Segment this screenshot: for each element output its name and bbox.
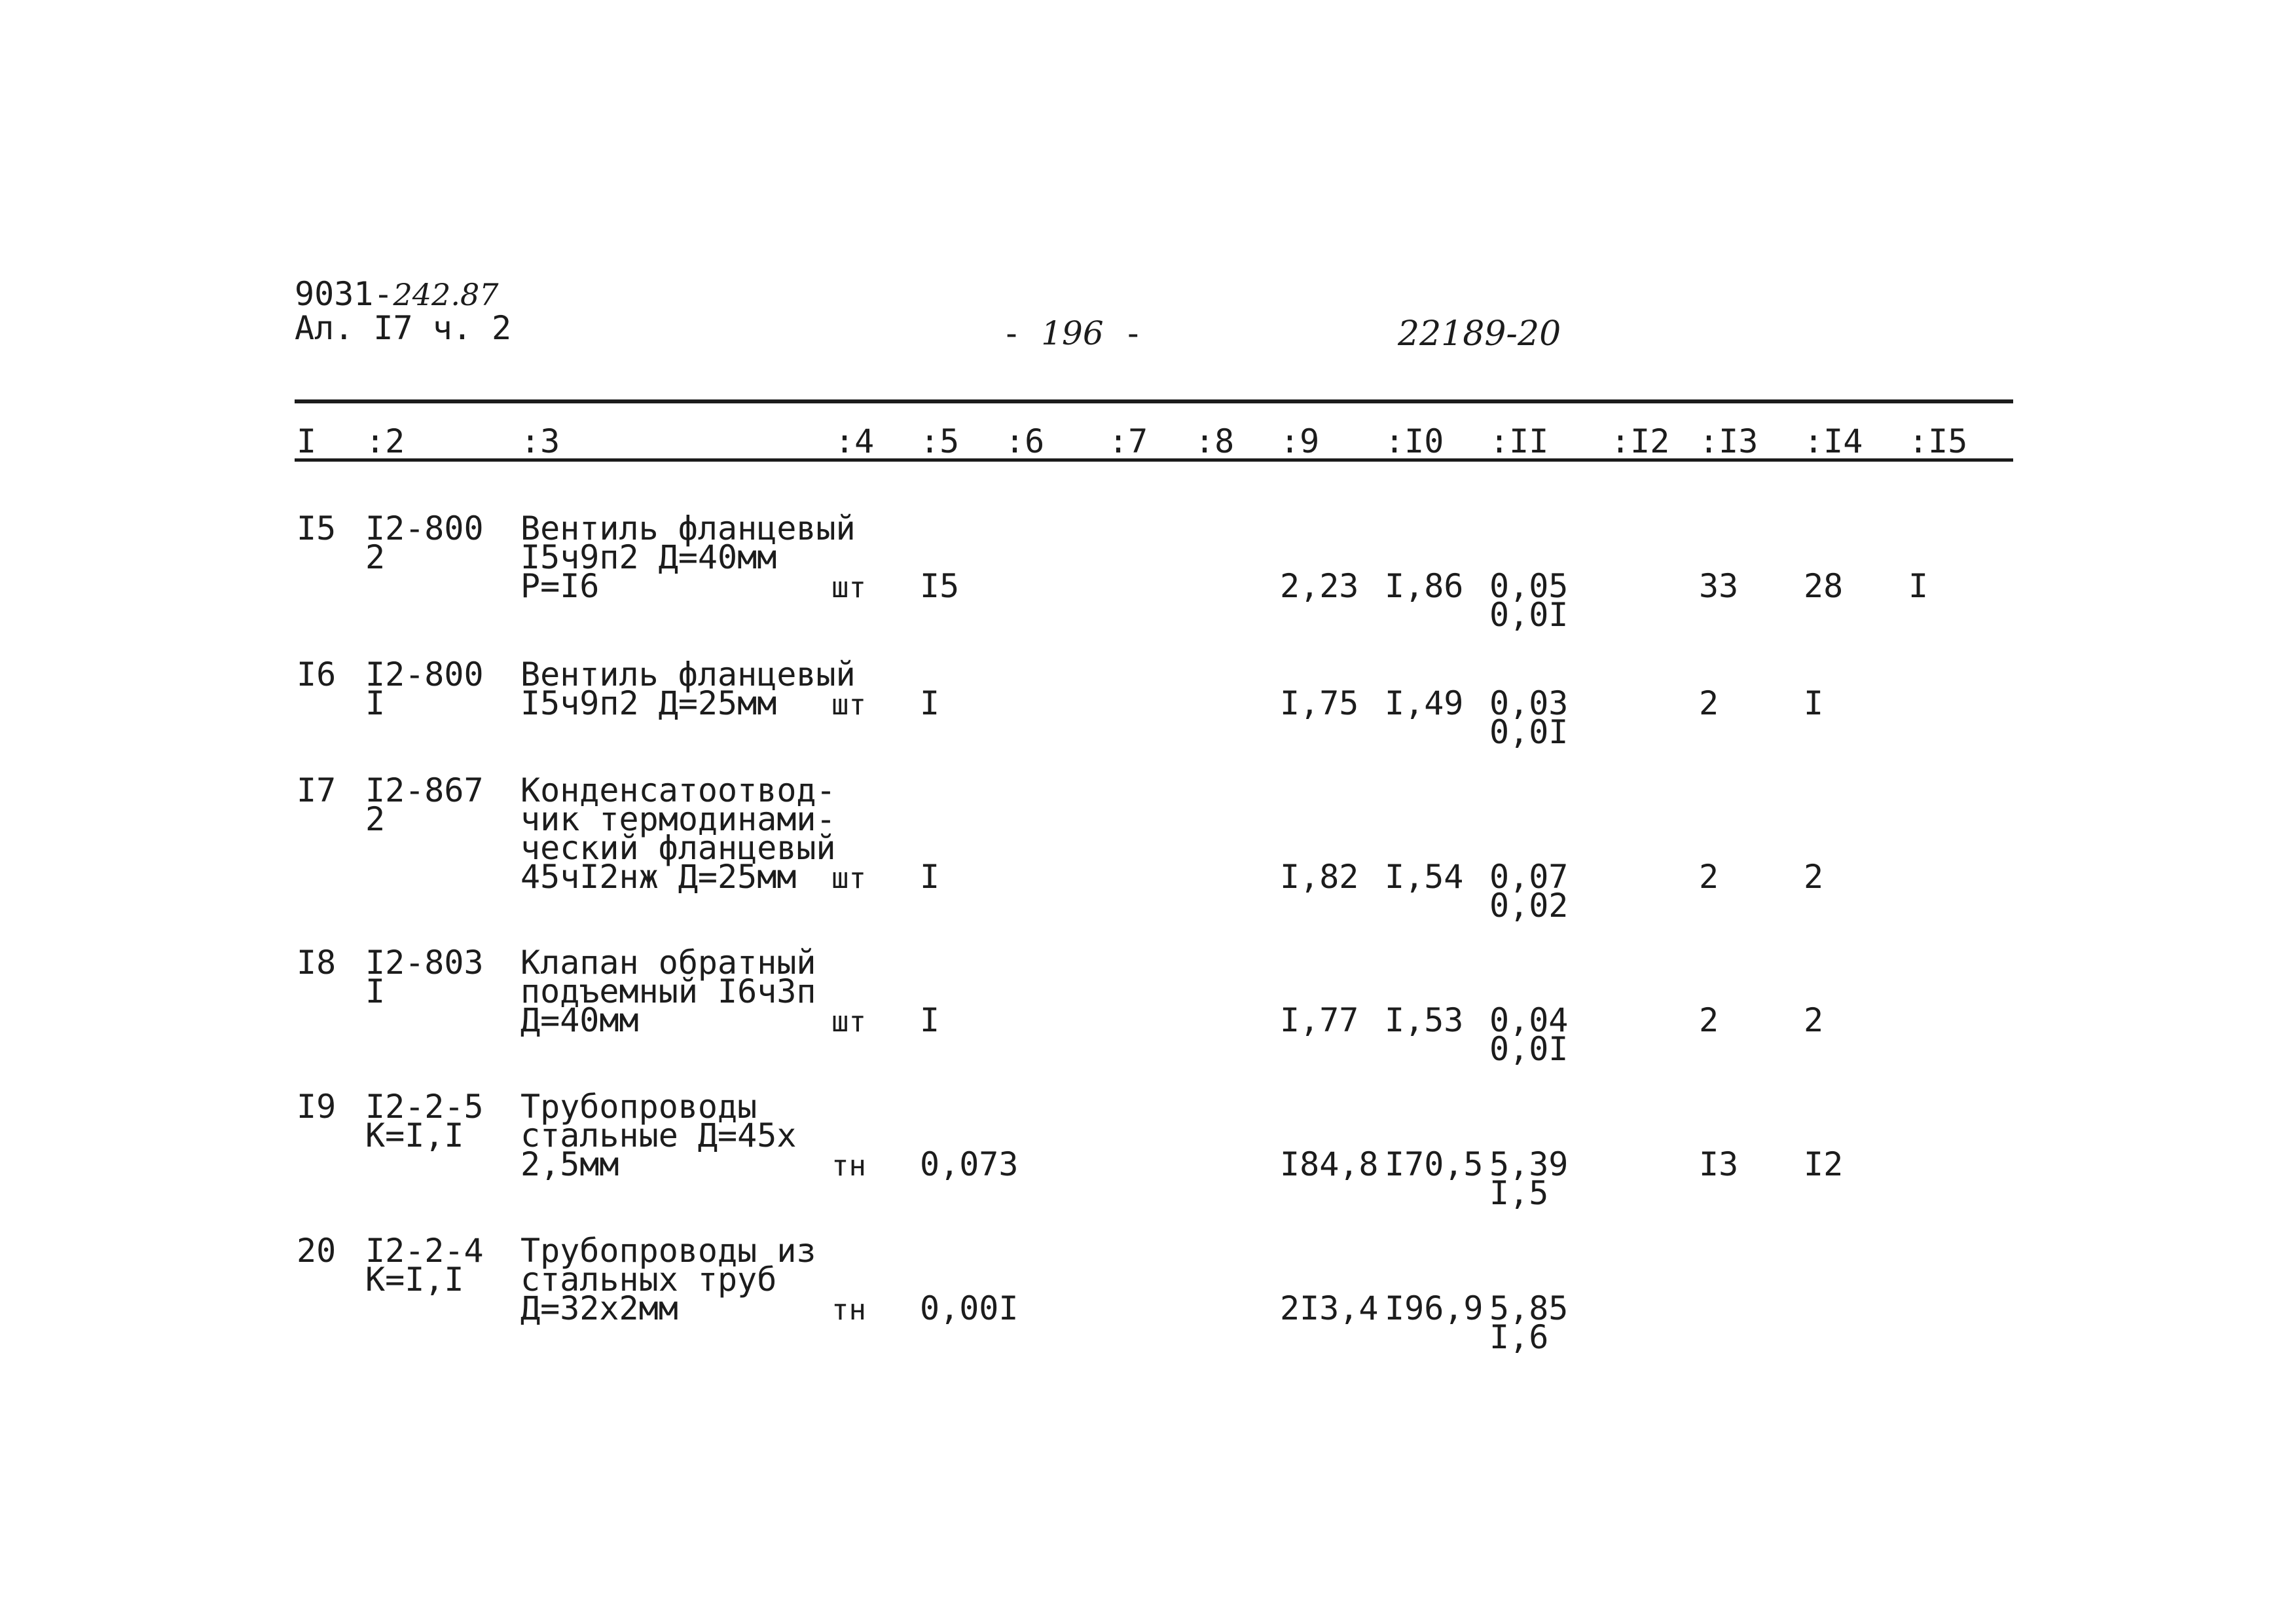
column-header-14: :I4	[1804, 422, 1863, 460]
value-col14: 2	[1804, 858, 1824, 896]
value-col11-bottom: 0,0I	[1489, 1030, 1569, 1068]
unit: шт	[831, 1005, 866, 1039]
value-col14: 28	[1804, 567, 1844, 605]
quantity: I	[920, 858, 940, 896]
description-line2: I5ч9п2 Д=40мм	[520, 538, 777, 576]
value-col10: I,86	[1385, 567, 1464, 605]
row-number: I8	[297, 944, 337, 982]
page-dash-right: -	[1123, 314, 1143, 352]
description-line3: 2,5мм	[520, 1145, 619, 1183]
column-header-6: :6	[1005, 422, 1045, 460]
description-line2: I5ч9п2 Д=25мм	[520, 684, 777, 722]
quantity: I	[920, 1001, 940, 1039]
price-code-line1: I2-867	[365, 771, 484, 809]
quantity: 0,073	[920, 1145, 1019, 1183]
column-header-11: :II	[1489, 422, 1549, 460]
column-header-12: :I2	[1611, 422, 1670, 460]
page-number	[1002, 314, 1143, 352]
value-col15: I	[1908, 567, 1929, 605]
quantity: I5	[920, 567, 960, 605]
price-code-line2: К=I,I	[365, 1116, 464, 1154]
description-line1: Конденсатоотвод-	[520, 771, 836, 809]
quantity: I	[920, 684, 940, 722]
value-col14: 2	[1804, 1001, 1824, 1039]
value-col11-bottom: I,6	[1489, 1318, 1549, 1356]
value-col11-bottom: 0,0I	[1489, 713, 1569, 751]
column-header-1: I	[297, 422, 317, 460]
unit: тн	[831, 1149, 866, 1183]
column-header-2: :2	[365, 422, 405, 460]
document-code-handwritten: 242.87	[393, 277, 499, 312]
value-col9: 2I3,4	[1280, 1289, 1379, 1327]
description-line1: Трубопроводы из	[520, 1232, 816, 1270]
value-col14: I	[1804, 684, 1824, 722]
description-line2: стальных труб	[520, 1261, 777, 1299]
value-col11-bottom: I,5	[1489, 1174, 1549, 1212]
row-number: I5	[297, 509, 337, 547]
price-code-line2: 2	[365, 800, 386, 838]
price-code-line1: I2-803	[365, 944, 484, 982]
value-col13: 33	[1699, 567, 1739, 605]
page-dash-left: -	[1002, 314, 1022, 352]
value-col9: I,82	[1280, 858, 1359, 896]
column-header-3: :3	[520, 422, 560, 460]
row-number: I7	[297, 771, 337, 809]
description-line3: Д=32х2мм	[520, 1289, 678, 1327]
price-code-line1: I2-2-4	[365, 1232, 484, 1270]
column-header-10: :I0	[1385, 422, 1444, 460]
row-number: I9	[297, 1088, 337, 1126]
price-code-line1: I2-800	[365, 655, 484, 693]
page-number-value: 196	[1041, 314, 1104, 352]
value-col13: I3	[1699, 1145, 1739, 1183]
description-line2: подъемный I6ч3п	[520, 972, 816, 1010]
description-line2: стальные Д=45х	[520, 1116, 797, 1154]
description-line3: Д=40мм	[520, 1001, 639, 1039]
unit: шт	[831, 688, 866, 722]
unit: шт	[831, 862, 866, 895]
value-col11-top: 0,05	[1489, 567, 1569, 605]
quantity: 0,00I	[920, 1289, 1019, 1327]
value-col13: 2	[1699, 858, 1719, 896]
value-col9: 2,23	[1280, 567, 1359, 605]
description-line4: 45чI2нж Д=25мм	[520, 858, 797, 896]
price-code-line1: I2-2-5	[365, 1088, 484, 1126]
document-code-typed: 9031-	[295, 275, 393, 313]
price-code-line2: 2	[365, 538, 386, 576]
description-line3: ческий фланцевый	[520, 829, 836, 867]
description-line2: чик термодинами-	[520, 800, 836, 838]
registration-number: 22189-20	[1398, 314, 1561, 354]
unit: тн	[831, 1293, 866, 1327]
value-col11-top: 0,07	[1489, 858, 1569, 896]
price-code-line1: I2-800	[365, 509, 484, 547]
column-header-5: :5	[920, 422, 960, 460]
value-col10: I,53	[1385, 1001, 1464, 1039]
value-col13: 2	[1699, 1001, 1719, 1039]
row-number: 20	[297, 1232, 337, 1270]
description-line1: Вентиль фланцевый	[520, 509, 856, 547]
column-header-13: :I3	[1699, 422, 1758, 460]
table-top-rule	[295, 399, 2013, 403]
price-code-line2: I	[365, 684, 386, 722]
value-col9: I84,8	[1280, 1145, 1379, 1183]
value-col11-top: 0,04	[1489, 1001, 1569, 1039]
value-col11-bottom: 0,0I	[1489, 596, 1569, 634]
value-col10: I96,9	[1385, 1289, 1484, 1327]
value-col13: 2	[1699, 684, 1719, 722]
value-col11-top: 5,85	[1489, 1289, 1569, 1327]
description-line1: Вентиль фланцевый	[520, 655, 856, 693]
description-line3: Р=I6	[520, 567, 600, 605]
value-col10: I70,5	[1385, 1145, 1484, 1183]
value-col9: I,77	[1280, 1001, 1359, 1039]
column-header-7: :7	[1108, 422, 1148, 460]
column-header-4: :4	[835, 422, 875, 460]
value-col14: I2	[1804, 1145, 1844, 1183]
column-header-8: :8	[1195, 422, 1235, 460]
document-code	[295, 275, 498, 313]
column-header-9: :9	[1280, 422, 1320, 460]
value-col10: I,54	[1385, 858, 1464, 896]
description-line1: Клапан обратный	[520, 944, 816, 982]
sheet-label: Ал. I7 ч. 2	[295, 309, 512, 347]
value-col11-bottom: 0,02	[1489, 887, 1569, 925]
description-line1: Трубопроводы	[520, 1088, 757, 1126]
row-number: I6	[297, 655, 337, 693]
column-header-15: :I5	[1908, 422, 1968, 460]
value-col9: I,75	[1280, 684, 1359, 722]
value-col10: I,49	[1385, 684, 1464, 722]
value-col11-top: 0,03	[1489, 684, 1569, 722]
price-code-line2: I	[365, 972, 386, 1010]
unit: шт	[831, 571, 866, 604]
value-col11-top: 5,39	[1489, 1145, 1569, 1183]
price-code-line2: К=I,I	[365, 1261, 464, 1299]
